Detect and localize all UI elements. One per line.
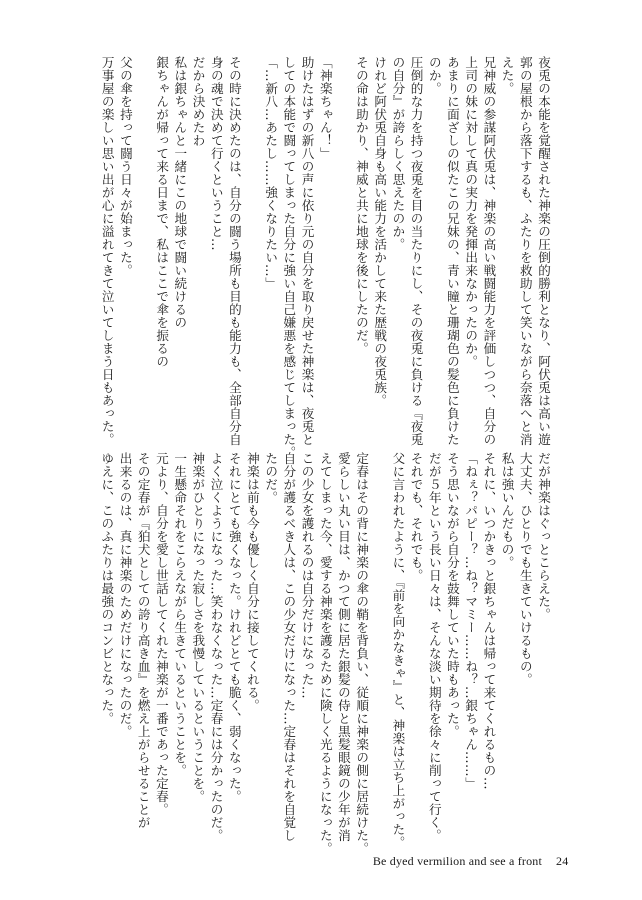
text-column: この少女を護れるのは自分だけになった… bbox=[299, 452, 315, 699]
text-column: 父に言われたように、『前を向かなきゃ』と、神楽は立ち上がった。 bbox=[390, 452, 406, 849]
paragraph-gap bbox=[243, 56, 261, 416]
text-column: だから決めたわ bbox=[190, 56, 206, 147]
text-column: 定春はその背に神楽の傘の鞘を背負い、従順に神楽の側に居続けた。 bbox=[354, 452, 370, 855]
text-column: 自分が護るべき人は、この少女だけになった…定春はそれを自覚し bbox=[281, 452, 297, 842]
text-column: 上司の妹に対して真の実力を発揮出来なかったのか。 bbox=[463, 56, 479, 368]
text-block-top bbox=[99, 56, 552, 459]
text-block-bottom bbox=[99, 452, 552, 855]
text-column: 「神楽ちゃん！」 bbox=[317, 56, 333, 160]
text-column: 元より、自分を愛し世話してくれた神楽が一番であった定春。 bbox=[153, 452, 169, 816]
text-column: 万事屋の楽しい思い出が心に溢れてきて泣いてしまう日もあった。 bbox=[99, 56, 115, 446]
footer-title: Be dyed vermilion and see a front bbox=[372, 854, 543, 868]
paragraph-gap bbox=[134, 56, 152, 416]
text-column: 私は銀ちゃんと一緒にこの地球で闘い続けるの bbox=[172, 56, 188, 329]
text-column: それにとても強くなった。けれどとても脆く、弱くなった。 bbox=[226, 452, 242, 803]
text-column: ゆえに、このふたりは最強のコンビとなった。 bbox=[99, 452, 115, 725]
paragraph-gap bbox=[370, 452, 388, 814]
text-column: 「ねぇ？パピー？…ね？マミー……ね？…銀ちゃん……」 bbox=[463, 452, 479, 790]
text-column: だが神楽はぐっとこらえた。 bbox=[536, 452, 551, 621]
paragraph-gap bbox=[334, 56, 352, 416]
text-column: そう思いながら自分を鼓舞していた時もあった。 bbox=[444, 452, 460, 738]
text-column: 郭の屋根から落下するも、ふたりを救助して笑いながら奈落へと消 bbox=[517, 56, 533, 446]
text-column: しての本能で闘ってしまった自分に強い自己嫌悪を感じてしまった。 bbox=[281, 56, 297, 459]
text-column: たのだ。 bbox=[263, 452, 279, 504]
text-column: 助けたはずの新八の声に依り元の自分を取り戻せた神楽は、夜兎と bbox=[299, 56, 315, 446]
text-column: あまりに面ざしの似たこの兄妹の、青い瞳と珊瑚色の髪色に負けた bbox=[444, 56, 460, 446]
text-column: その時に決めたのは、自分の闘う場所も目的も能力も、全部自分自 bbox=[226, 56, 242, 446]
text-column: えた。 bbox=[499, 56, 515, 95]
text-column: 兄神威の参謀阿伏兎は、神楽の高い戦闘能力を評価しつつ、自分の bbox=[481, 56, 497, 446]
text-column: だが５年という長い日々は、そんな淡い期待を徐々に削って行く。 bbox=[426, 452, 442, 842]
text-column: けれど阿伏兎自身も高い能力を活かして来た歴戦の夜兎族。 bbox=[372, 56, 388, 407]
page-number: 24 bbox=[556, 854, 569, 868]
text-column: 神楽がひとりになった寂しさを我慢しているということを。 bbox=[190, 452, 206, 803]
text-column: それに、いつかきっと銀ちゃんは帰って来てくれるもの… bbox=[481, 452, 497, 790]
text-column: 私は強いんだもの。 bbox=[499, 452, 515, 569]
text-column: えてしまった今、愛する神楽を護るために険しく光るようになった。 bbox=[317, 452, 333, 855]
text-column: その定春が『狛犬としての誇り高き血』を燃え上がらせることが bbox=[135, 452, 151, 829]
text-column: 銀ちゃんが帰って来る日まで、私はここで傘を振るの bbox=[154, 56, 170, 368]
text-column: のか。 bbox=[426, 56, 442, 95]
text-column: 「…新八…あたし……強くなりたい…」 bbox=[263, 56, 279, 290]
text-column: 父の傘を持って闘う日々が始まった。 bbox=[117, 56, 133, 277]
text-column: 身の魂で決めて行くということ… bbox=[208, 56, 224, 251]
text-column: よく泣くようになった…笑わなくなった…定春には分かったのだ。 bbox=[208, 452, 224, 842]
text-column: 大丈夫、ひとりでも生きていけるもの。 bbox=[517, 452, 533, 686]
text-column: 圧倒的な力を持つ夜兎を目の当たりにし、その夜兎に負ける『夜兎 bbox=[408, 56, 424, 446]
text-column: 一生懸命それをこらえながら生きているということを。 bbox=[172, 452, 188, 777]
text-column: 出来るのは、真に神楽のためだけになったのだ。 bbox=[117, 452, 133, 738]
text-column: その命は助かり、神威と共に地球を後にしたのだ。 bbox=[353, 56, 369, 355]
page-footer bbox=[360, 839, 568, 884]
text-column: 神楽は前も今も優しく自分に接してくれる。 bbox=[244, 452, 260, 712]
text-column: それでも、それでも。 bbox=[408, 452, 424, 582]
text-column: 夜兎の本能を覚醒された神楽の圧倒的勝利となり、阿伏兎は高い遊 bbox=[536, 56, 551, 446]
text-column: 愛らしい丸い目は、かつて側に居た銀髪の侍と黒髪眼鏡の少年が消 bbox=[335, 452, 351, 842]
text-column: の自分』が誇らしく思えたのか。 bbox=[390, 56, 406, 251]
